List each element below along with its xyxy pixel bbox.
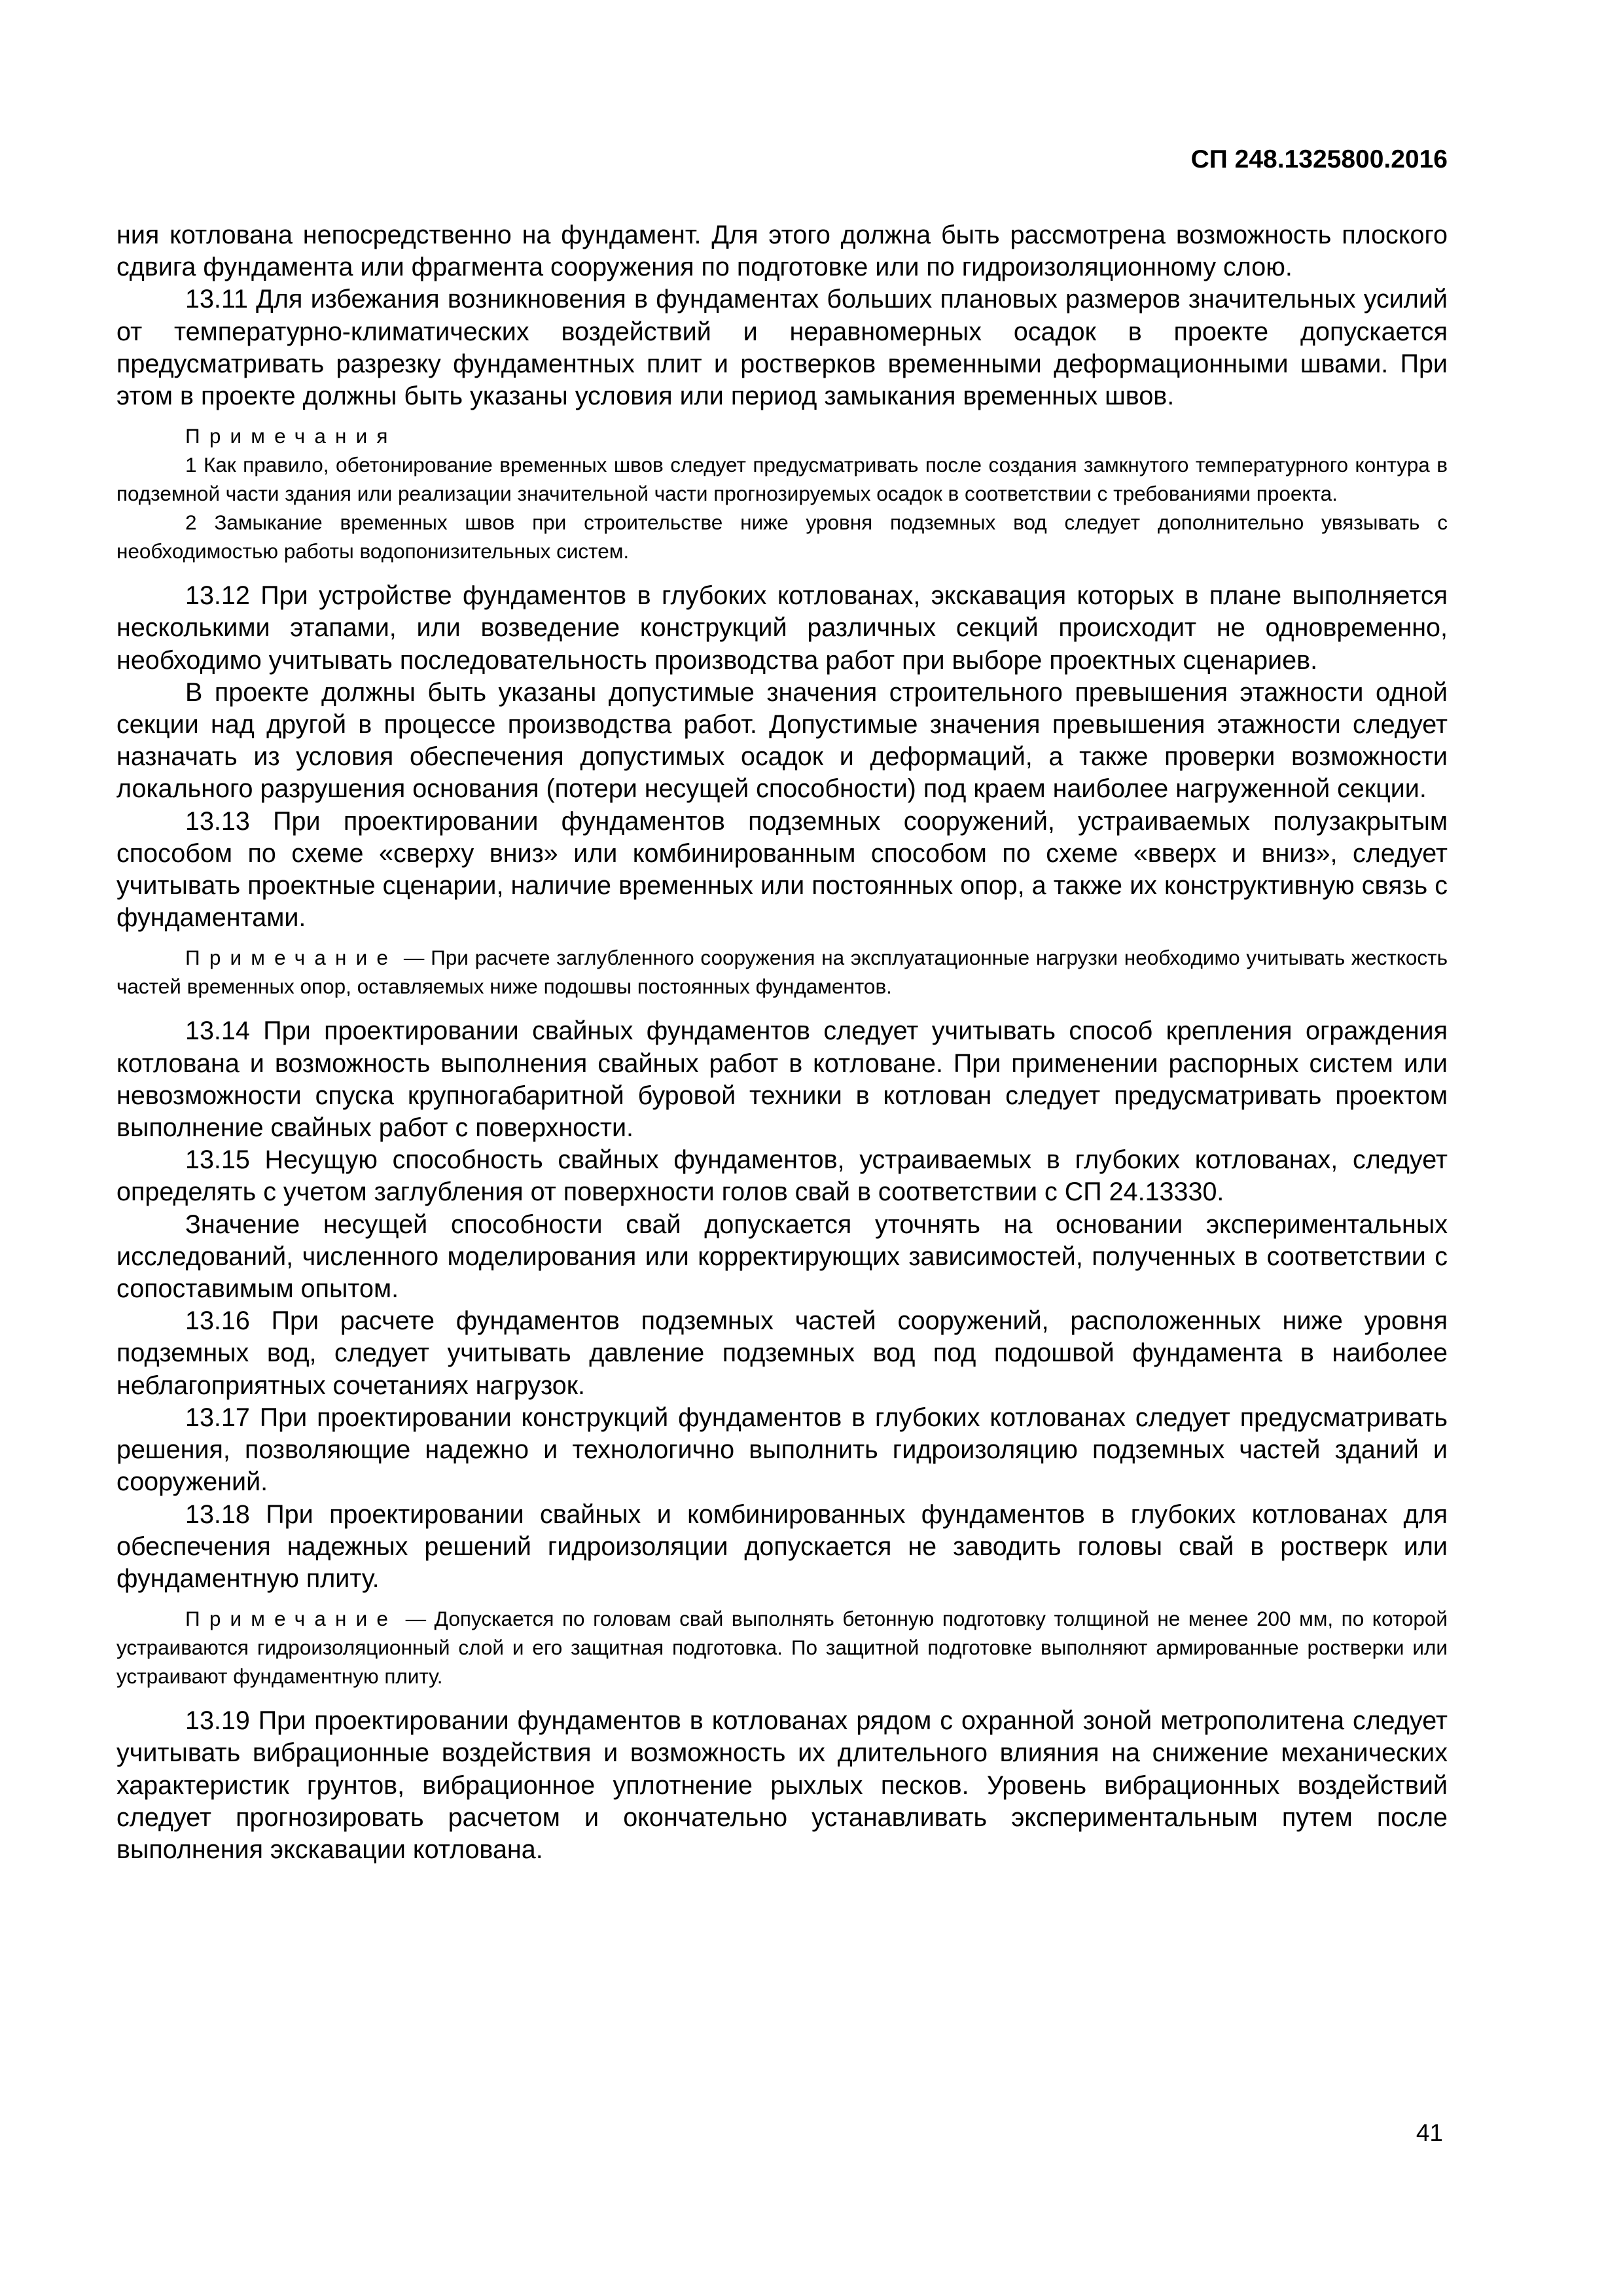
- clause-13-15-continued: Значение несущей способности свай допускается уточнять на основании экспериментальных исследований, численного моделирования или корректирующих зависимостей, полученных в соответствии с сопоставимым опытом.: [116, 1210, 1448, 1304]
- note-13-11-1: 1 Как правило, обетонирование временных швов следует предусматривать после создания замкнутого температурного контура в подземной части здания или реализации значительной части прогнозируемых осадок в соответствии с требованиями проекта.: [116, 453, 1448, 506]
- clause-13-11: 13.11 Для избежания возникновения в фундаментах больших плановых размеров значительных усилий от температурно-климатических воздействий и неравномерных осадок в проекте допускается предусматривать разрезку фундаментных плит и ростверков временными деформационными швами. При этом в проекте должны быть указаны условия или период замыкания временных швов.: [116, 285, 1448, 411]
- clause-13-18: 13.18 При проектировании свайных и комбинированных фундаментов в глубоких котлованах для обеспечения надежных решений гидроизоляции допускается не заводить головы свай в ростверк или фундаментную плиту.: [116, 1499, 1448, 1593]
- clause-13-15: 13.15 Несущую способность свайных фундаментов, устраиваемых в глубоких котлованах, следует определять с учетом заглубления от поверхности голов свай в соответствии с СП 24.13330.: [116, 1145, 1448, 1207]
- note-13-18: [116, 1604, 1448, 1691]
- paragraph-continuation: ния котлована непосредственно на фундамент. Для этого должна быть рассмотрена возможность плоского сдвига фундамента или фрагмента сооружения по подготовке или по гидроизоляционному слою.: [116, 221, 1448, 282]
- note-text: — При расчете заглубленного сооружения на эксплуатационные нагрузки необходимо учитывать жесткость частей временных опор, оставляемых ниже подошвы постоянных фундаментов.: [116, 946, 1448, 999]
- clause-13-13: 13.13 При проектировании фундаментов подземных сооружений, устраиваемых полузакрытым способом по схеме «сверху вниз» или комбинированным способом по схеме «вверх и вниз», следует учитывать проектные сценарии, наличие временных или постоянных опор, а также их конструктивную связь с фундаментами.: [116, 806, 1448, 933]
- clause-13-16: 13.16 При расчете фундаментов подземных частей сооружений, расположенных ниже уровня подземных вод, следует учитывать давление подземных вод под подошвой фундамента в наиболее неблагоприятных сочетаниях нагрузок.: [116, 1306, 1448, 1400]
- document-code: СП 248.1325800.2016: [1190, 145, 1448, 173]
- page-content: [116, 219, 1448, 1866]
- note-13-11-2: 2 Замыкание временных швов при строительстве ниже уровня подземных вод следует дополнительно увязывать с необходимостью работы водопонизительных систем.: [116, 511, 1448, 564]
- page-number: 41: [1416, 2119, 1443, 2146]
- clause-13-12: 13.12 При устройстве фундаментов в глубоких котлованах, экскавация которых в плане выполняется несколькими этапами, или возведение конструкций различных секций происходит не одновременно, необходимо учитывать последовательность производства работ при выборе проектных сценариев.: [116, 581, 1448, 675]
- clause-13-17: 13.17 При проектировании конструкций фундаментов в глубоких котлованах следует предусматривать решения, позволяющие надежно и технологично выполнить гидроизоляцию подземных частей зданий и сооружений.: [116, 1403, 1448, 1497]
- clause-13-14: 13.14 При проектировании свайных фундаментов следует учитывать способ крепления ограждения котлована и возможность выполнения свайных работ в котловане. При применении распорных систем или невозможности спуска крупногабаритной буровой техники в котлован следует предусматривать проектом выполнение свайных работ с поверхности.: [116, 1016, 1448, 1143]
- note-13-13: [116, 943, 1448, 1001]
- clause-13-12-continued: В проекте должны быть указаны допустимые значения строительного превышения этажности одной секции над другой в процессе производства работ. Допустимые значения превышения этажности следует назначать из условия обеспечения допустимых осадок и деформаций, а также проверки возможности локального разрушения основания (потери несущей способности) под краем наиболее нагруженной секции.: [116, 677, 1448, 804]
- note-text: — Допускается по головам свай выполнять бетонную подготовку толщиной не менее 200 мм, по которой устраиваются гидроизоляционный слой и его защитная подготовка. По защитной подготовке выполняют армированные ростверки или устраивают фундаментную плиту.: [116, 1607, 1448, 1689]
- clause-13-19: 13.19 При проектировании фундаментов в котлованах рядом с охранной зоной метрополитена следует учитывать вибрационные воздействия и возможность их длительного влияния на снижение механических характеристик грунтов, вибрационное уплотнение рыхлых песков. Уровень вибрационных воздействий следует прогнозировать расчетом и окончательно устанавливать экспериментальным путем после выполнения экскавации котлована.: [116, 1706, 1448, 1864]
- notes-heading: Примечания: [185, 424, 397, 448]
- note-label: Примечание: [185, 946, 398, 970]
- note-label: Примечание: [185, 1607, 398, 1631]
